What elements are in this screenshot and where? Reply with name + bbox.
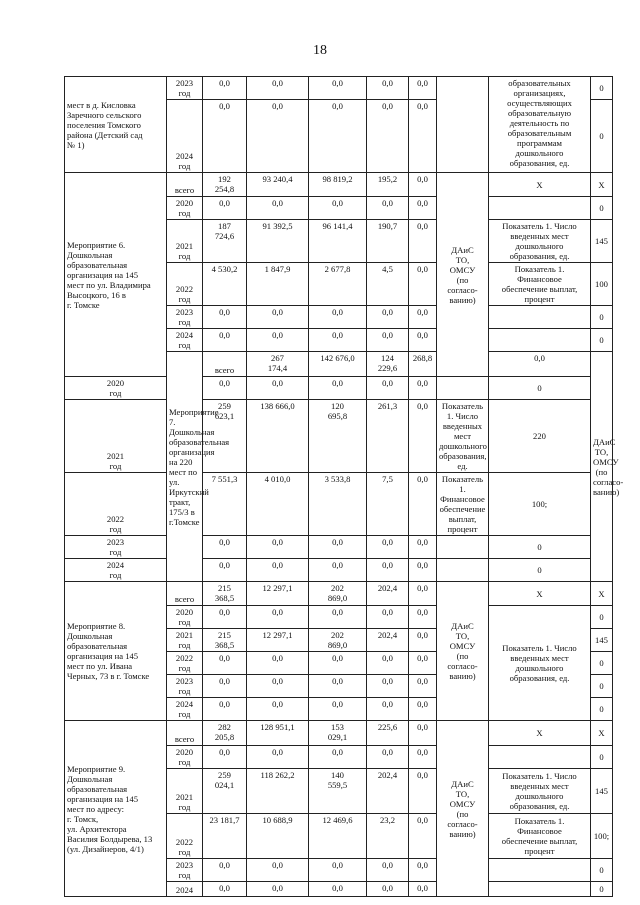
year-cell: 2023 год bbox=[167, 675, 203, 698]
table-row bbox=[65, 377, 613, 400]
indicator-value-cell: 0 bbox=[591, 859, 613, 882]
amount-cell: 0,0 bbox=[203, 675, 247, 698]
amount-cell: 0,0 bbox=[309, 77, 367, 100]
program-measures-table bbox=[64, 76, 624, 897]
table-row bbox=[65, 582, 613, 606]
indicator-value-cell: 0 bbox=[591, 197, 613, 220]
amount-cell: 0,0 bbox=[203, 882, 247, 897]
amount-cell: 0,0 bbox=[247, 606, 309, 629]
indicator-value-cell: Х bbox=[591, 582, 613, 606]
amount-cell: 1 847,9 bbox=[247, 263, 309, 306]
year-cell: 2020 год bbox=[167, 197, 203, 220]
indicator-cell bbox=[437, 559, 489, 582]
amount-cell: 98 819,2 bbox=[309, 173, 367, 197]
amount-cell: 0,0 bbox=[203, 77, 247, 100]
amount-cell: 0,0 bbox=[409, 652, 437, 675]
amount-cell: 0,0 bbox=[309, 536, 367, 559]
amount-cell: 0,0 bbox=[409, 882, 437, 897]
year-cell: 2020 год bbox=[167, 606, 203, 629]
amount-cell: 0,0 bbox=[367, 882, 409, 897]
year-cell: 2021 год bbox=[167, 220, 203, 263]
amount-cell: 0,0 bbox=[409, 536, 437, 559]
amount-cell: 225,6 bbox=[367, 721, 409, 746]
amount-cell: 202 869,0 bbox=[309, 582, 367, 606]
amount-cell: 0,0 bbox=[309, 698, 367, 721]
amount-cell: 0,0 bbox=[489, 352, 591, 377]
table-row bbox=[65, 536, 613, 559]
amount-cell: 0,0 bbox=[367, 746, 409, 769]
amount-cell: 0,0 bbox=[309, 746, 367, 769]
table-row bbox=[65, 721, 613, 746]
amount-cell: 0,0 bbox=[203, 606, 247, 629]
amount-cell: 202 869,0 bbox=[309, 629, 367, 652]
amount-cell: 202,4 bbox=[367, 629, 409, 652]
responsible-cell bbox=[437, 77, 489, 173]
year-cell: всего bbox=[203, 352, 247, 377]
amount-cell: 0,0 bbox=[367, 197, 409, 220]
amount-cell: 0,0 bbox=[409, 263, 437, 306]
amount-cell: 0,0 bbox=[367, 77, 409, 100]
amount-cell: 190,7 bbox=[367, 220, 409, 263]
amount-cell: 0,0 bbox=[409, 582, 437, 606]
amount-cell: 0,0 bbox=[309, 306, 367, 329]
indicator-cell bbox=[489, 859, 591, 882]
indicator-cell: Показатель 1. Число введенных мест дошкольного образования, ед. bbox=[489, 606, 591, 721]
year-cell: всего bbox=[167, 721, 203, 746]
indicator-cell: Показатель 1. Число введенных мест дошкольного образования, ед. bbox=[489, 220, 591, 263]
indicator-cell: Показатель 1. Финансовое обеспечение выплат, процент bbox=[489, 263, 591, 306]
amount-cell: 4,5 bbox=[367, 263, 409, 306]
indicator-value-cell: 0 bbox=[591, 698, 613, 721]
year-cell: 2020 год bbox=[167, 746, 203, 769]
amount-cell: 0,0 bbox=[203, 329, 247, 352]
amount-cell: 0,0 bbox=[309, 329, 367, 352]
amount-cell: 128 951,1 bbox=[247, 721, 309, 746]
amount-cell: 0,0 bbox=[247, 559, 309, 582]
amount-cell: 0,0 bbox=[203, 100, 247, 173]
amount-cell: 0,0 bbox=[409, 473, 437, 536]
amount-cell: 0,0 bbox=[409, 197, 437, 220]
indicator-value-cell: 100; bbox=[591, 814, 613, 859]
table-row bbox=[65, 173, 613, 197]
amount-cell: 0,0 bbox=[203, 306, 247, 329]
amount-cell: 0,0 bbox=[409, 769, 437, 814]
amount-cell: 0,0 bbox=[309, 377, 367, 400]
table-row bbox=[65, 400, 613, 473]
measure-name-cell: Мероприятие 6. Дошкольная образовательная организация на 145 мест по ул. Владимира Высоцкого, 16 в г. Томске bbox=[65, 173, 167, 377]
amount-cell: 215 368,5 bbox=[203, 582, 247, 606]
amount-cell: 0,0 bbox=[247, 329, 309, 352]
indicator-value-cell: 0 bbox=[591, 606, 613, 629]
amount-cell: 0,0 bbox=[309, 882, 367, 897]
amount-cell: 138 666,0 bbox=[247, 400, 309, 473]
amount-cell: 0,0 bbox=[309, 859, 367, 882]
amount-cell: 0,0 bbox=[367, 559, 409, 582]
amount-cell: 0,0 bbox=[203, 559, 247, 582]
amount-cell: 0,0 bbox=[309, 652, 367, 675]
indicator-cell bbox=[489, 882, 591, 897]
amount-cell: 0,0 bbox=[409, 377, 437, 400]
amount-cell: 0,0 bbox=[203, 377, 247, 400]
amount-cell: 0,0 bbox=[247, 698, 309, 721]
amount-cell: 0,0 bbox=[247, 859, 309, 882]
year-cell: 2021 год bbox=[65, 400, 167, 473]
amount-cell: 0,0 bbox=[367, 377, 409, 400]
amount-cell: 0,0 bbox=[247, 100, 309, 173]
amount-cell: 7 551,3 bbox=[203, 473, 247, 536]
indicator-cell bbox=[489, 746, 591, 769]
measure-name-cell: Мероприятие 7. Дошкольная образовательная организация на 220 мест по ул. Иркутский тракт, 175/3 в г.Томске bbox=[167, 352, 203, 582]
amount-cell: 0,0 bbox=[309, 606, 367, 629]
amount-cell: 12 469,6 bbox=[309, 814, 367, 859]
indicator-value-cell: 100; bbox=[489, 473, 591, 536]
amount-cell: 0,0 bbox=[409, 675, 437, 698]
amount-cell: 0,0 bbox=[409, 220, 437, 263]
indicator-value-cell: Х bbox=[591, 173, 613, 197]
amount-cell: 0,0 bbox=[409, 173, 437, 197]
year-cell: 2023 год bbox=[167, 859, 203, 882]
amount-cell: 0,0 bbox=[247, 377, 309, 400]
amount-cell: 202,4 bbox=[367, 769, 409, 814]
indicator-value-cell: 0 bbox=[591, 746, 613, 769]
amount-cell: 0,0 bbox=[409, 746, 437, 769]
amount-cell: 0,0 bbox=[409, 859, 437, 882]
amount-cell: 120 695,8 bbox=[309, 400, 367, 473]
amount-cell: 4 530,2 bbox=[203, 263, 247, 306]
amount-cell: 0,0 bbox=[309, 100, 367, 173]
indicator-cell: Показатель 1. Число введенных мест дошкольного образования, ед. bbox=[437, 400, 489, 473]
year-cell: всего bbox=[167, 173, 203, 197]
indicator-value-cell: 0 bbox=[591, 100, 613, 173]
indicator-value-cell: 0 bbox=[489, 559, 591, 582]
amount-cell: 267 174,4 bbox=[247, 352, 309, 377]
amount-cell: 0,0 bbox=[409, 77, 437, 100]
amount-cell: 0,0 bbox=[409, 100, 437, 173]
amount-cell: 0,0 bbox=[309, 675, 367, 698]
amount-cell: 195,2 bbox=[367, 173, 409, 197]
amount-cell: 0,0 bbox=[203, 746, 247, 769]
indicator-value-cell: 145 bbox=[591, 629, 613, 652]
indicator-value-cell: 0 bbox=[591, 882, 613, 897]
amount-cell: 0,0 bbox=[367, 675, 409, 698]
amount-cell: 142 676,0 bbox=[309, 352, 367, 377]
amount-cell: 0,0 bbox=[409, 698, 437, 721]
indicator-value-cell: 0 bbox=[591, 329, 613, 352]
year-cell: 2020 год bbox=[65, 377, 167, 400]
responsible-cell: ДАиС ТО, ОМСУ (по согласо- ванию) bbox=[437, 721, 489, 897]
indicator-value-cell: 220 bbox=[489, 400, 591, 473]
responsible-cell: ДАиС ТО, ОМСУ (по согласо- ванию) bbox=[591, 352, 613, 582]
amount-cell: 0,0 bbox=[367, 652, 409, 675]
year-cell: 2024 год bbox=[65, 559, 167, 582]
amount-cell: 12 297,1 bbox=[247, 582, 309, 606]
indicator-cell bbox=[437, 536, 489, 559]
indicator-value-cell: 0 bbox=[489, 377, 591, 400]
amount-cell: 0,0 bbox=[247, 306, 309, 329]
year-cell: 2024 bbox=[167, 882, 203, 897]
year-cell: 2021 год bbox=[167, 769, 203, 814]
amount-cell: 3 533,8 bbox=[309, 473, 367, 536]
amount-cell: 0,0 bbox=[367, 329, 409, 352]
year-cell: 2022 год bbox=[65, 473, 167, 536]
indicator-value-cell: 0 bbox=[591, 652, 613, 675]
amount-cell: 4 010,0 bbox=[247, 473, 309, 536]
responsible-cell: ДАиС ТО, ОМСУ (по согласо- ванию) bbox=[437, 173, 489, 377]
amount-cell: 118 262,2 bbox=[247, 769, 309, 814]
amount-cell: 0,0 bbox=[247, 882, 309, 897]
indicator-cell: Х bbox=[489, 721, 591, 746]
amount-cell: 7,5 bbox=[367, 473, 409, 536]
amount-cell: 93 240,4 bbox=[247, 173, 309, 197]
amount-cell: 0,0 bbox=[409, 721, 437, 746]
amount-cell: 23,2 bbox=[367, 814, 409, 859]
year-cell: 2022 год bbox=[167, 814, 203, 859]
amount-cell: 12 297,1 bbox=[247, 629, 309, 652]
amount-cell: 0,0 bbox=[247, 652, 309, 675]
amount-cell: 0,0 bbox=[247, 746, 309, 769]
amount-cell: 0,0 bbox=[203, 859, 247, 882]
amount-cell: 23 181,7 bbox=[203, 814, 247, 859]
amount-cell: 261,3 bbox=[367, 400, 409, 473]
table-row bbox=[65, 559, 613, 582]
amount-cell: 0,0 bbox=[203, 197, 247, 220]
amount-cell: 153 029,1 bbox=[309, 721, 367, 746]
amount-cell: 0,0 bbox=[409, 329, 437, 352]
table-row bbox=[65, 77, 613, 100]
measure-name-cell: Мероприятие 8. Дошкольная образовательная организация на 145 мест по ул. Ивана Черных, 73 в г. Томске bbox=[65, 582, 167, 721]
amount-cell: 0,0 bbox=[203, 652, 247, 675]
measure-name-cell: Мероприятие 9. Дошкольная образовательная организация на 145 мест по адресу: г. Томск, ул. Архитектора Василия Болдырева, 13 (ул. Дизайнеров, 4/1) bbox=[65, 721, 167, 897]
amount-cell: 0,0 bbox=[247, 675, 309, 698]
year-cell: 2021 год bbox=[167, 629, 203, 652]
amount-cell: 0,0 bbox=[367, 536, 409, 559]
indicator-value-cell: 100 bbox=[591, 263, 613, 306]
year-cell: 2023 год bbox=[65, 536, 167, 559]
amount-cell: 0,0 bbox=[247, 77, 309, 100]
indicator-value-cell: 145 bbox=[591, 220, 613, 263]
amount-cell: 0,0 bbox=[203, 536, 247, 559]
amount-cell: 0,0 bbox=[247, 197, 309, 220]
indicator-cell: Показатель 1. Финансовое обеспечение выплат, процент bbox=[437, 473, 489, 536]
indicator-cell bbox=[489, 329, 591, 352]
amount-cell: 10 688,9 bbox=[247, 814, 309, 859]
indicator-cell: Х bbox=[489, 582, 591, 606]
indicator-cell: образовательных организациях, осуществляющих образовательную деятельность по образовательным программам дошкольного образования, ед. bbox=[489, 77, 591, 173]
amount-cell: 192 254,8 bbox=[203, 173, 247, 197]
amount-cell: 282 205,8 bbox=[203, 721, 247, 746]
amount-cell: 259 024,1 bbox=[203, 769, 247, 814]
amount-cell: 268,8 bbox=[409, 352, 437, 377]
year-cell: 2024 год bbox=[167, 100, 203, 173]
amount-cell: 187 724,6 bbox=[203, 220, 247, 263]
indicator-cell bbox=[437, 377, 489, 400]
measure-name-cell: мест в д. Кисловка Заречного сельского поселения Томского района (Детский сад № 1) bbox=[65, 77, 167, 173]
year-cell: 2022 год bbox=[167, 652, 203, 675]
indicator-value-cell: 0 bbox=[591, 675, 613, 698]
year-cell: 2023 год bbox=[167, 77, 203, 100]
amount-cell: 0,0 bbox=[367, 100, 409, 173]
amount-cell: 0,0 bbox=[309, 559, 367, 582]
amount-cell: 0,0 bbox=[367, 859, 409, 882]
amount-cell: 0,0 bbox=[203, 698, 247, 721]
amount-cell: 0,0 bbox=[367, 698, 409, 721]
indicator-cell bbox=[489, 197, 591, 220]
table-row bbox=[65, 473, 613, 536]
amount-cell: 91 392,5 bbox=[247, 220, 309, 263]
amount-cell: 0,0 bbox=[409, 400, 437, 473]
amount-cell: 0,0 bbox=[309, 197, 367, 220]
amount-cell: 0,0 bbox=[367, 306, 409, 329]
indicator-value-cell: 0 bbox=[489, 536, 591, 559]
amount-cell: 215 368,5 bbox=[203, 629, 247, 652]
indicator-value-cell: 0 bbox=[591, 306, 613, 329]
amount-cell: 140 559,5 bbox=[309, 769, 367, 814]
amount-cell: 0,0 bbox=[409, 559, 437, 582]
page-number: 18 bbox=[313, 43, 327, 58]
indicator-cell: Х bbox=[489, 173, 591, 197]
amount-cell: 0,0 bbox=[409, 629, 437, 652]
indicator-cell: Показатель 1. Финансовое обеспечение выплат, процент bbox=[489, 814, 591, 859]
amount-cell: 2 677,8 bbox=[309, 263, 367, 306]
amount-cell: 259 623,1 bbox=[203, 400, 247, 473]
amount-cell: 124 229,6 bbox=[367, 352, 409, 377]
amount-cell: 0,0 bbox=[247, 536, 309, 559]
year-cell: 2023 год bbox=[167, 306, 203, 329]
amount-cell: 0,0 bbox=[409, 606, 437, 629]
amount-cell: 0,0 bbox=[367, 606, 409, 629]
amount-cell: 202,4 bbox=[367, 582, 409, 606]
indicator-cell bbox=[489, 306, 591, 329]
indicator-cell: Показатель 1. Число введенных мест дошкольного образования, ед. bbox=[489, 769, 591, 814]
amount-cell: 0,0 bbox=[409, 814, 437, 859]
year-cell: 2022 год bbox=[167, 263, 203, 306]
year-cell: 2024 год bbox=[167, 698, 203, 721]
responsible-cell: ДАиС ТО, ОМСУ (по согласо- ванию) bbox=[437, 582, 489, 721]
indicator-value-cell: 145 bbox=[591, 769, 613, 814]
year-cell: 2024 год bbox=[167, 329, 203, 352]
year-cell: всего bbox=[167, 582, 203, 606]
indicator-value-cell: 0 bbox=[591, 77, 613, 100]
indicator-value-cell: Х bbox=[591, 721, 613, 746]
amount-cell: 96 141,4 bbox=[309, 220, 367, 263]
amount-cell: 0,0 bbox=[409, 306, 437, 329]
